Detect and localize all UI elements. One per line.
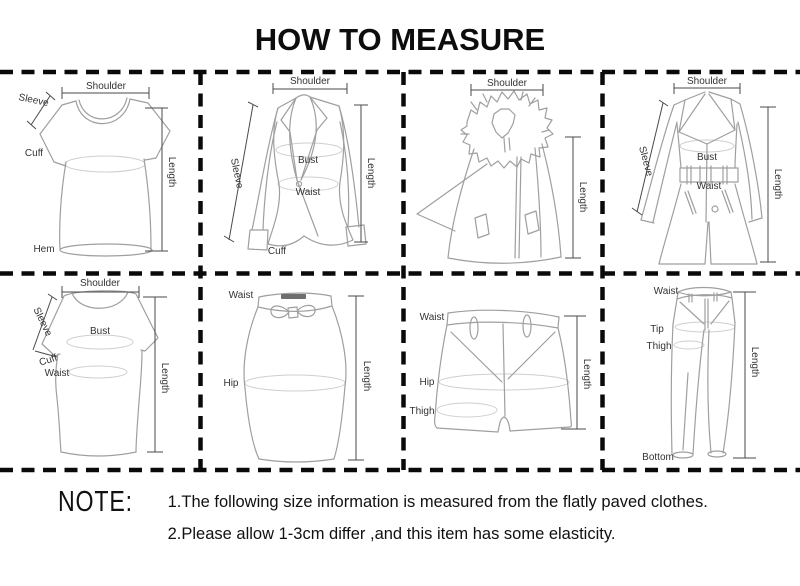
label-length: Length (166, 156, 177, 188)
label-thigh: Thigh (409, 406, 435, 417)
label-hip: Hip (419, 377, 435, 388)
note-line-1: 1.The following size information is measured from the flatly paved clothes. (167, 493, 708, 511)
label-waist: Waist (653, 286, 679, 297)
label-sleeve: Sleeve (17, 91, 50, 110)
note-line-2: 2.Please allow 1-3cm differ ,and this item has some elasticity. (167, 525, 616, 543)
label-hip: Hip (223, 378, 239, 389)
label-tip: Tip (650, 324, 664, 335)
label-shoulder: Shoulder (686, 76, 728, 87)
label-shoulder: Shoulder (85, 81, 127, 92)
label-shoulder: Shoulder (79, 278, 121, 289)
label-waist: Waist (44, 368, 70, 379)
label-hem: Hem (33, 244, 55, 255)
label-waist: Waist (295, 187, 321, 198)
label-cuff: Cuff (267, 246, 287, 257)
label-length: Length (581, 358, 592, 390)
label-bust: Bust (89, 326, 111, 337)
page-title: HOW TO MEASURE (254, 22, 546, 57)
label-length: Length (159, 362, 170, 394)
note-body (168, 486, 708, 544)
label-shoulder: Shoulder (486, 78, 528, 89)
label-cuff: Cuff (24, 148, 44, 159)
label-length: Length (577, 181, 588, 213)
label-length: Length (361, 360, 372, 392)
label-shoulder: Shoulder (289, 76, 331, 87)
label-sleeve: Sleeve (636, 145, 655, 178)
label-cuff: Cuff (37, 352, 59, 369)
note-section (58, 486, 708, 544)
label-sleeve: Sleeve (227, 157, 246, 190)
label-bottom: Bottom (642, 452, 674, 463)
label-length: Length (365, 157, 376, 189)
label-length: Length (772, 168, 783, 200)
label-length: Length (749, 346, 760, 378)
note-heading: NOTE: (58, 486, 133, 518)
label-bust: Bust (696, 152, 718, 163)
label-thigh: Thigh (646, 341, 672, 352)
label-waist: Waist (419, 312, 445, 323)
label-bust: Bust (297, 155, 319, 166)
label-waist: Waist (696, 181, 722, 192)
label-sleeve: Sleeve (30, 305, 54, 339)
label-waist: Waist (228, 290, 254, 301)
